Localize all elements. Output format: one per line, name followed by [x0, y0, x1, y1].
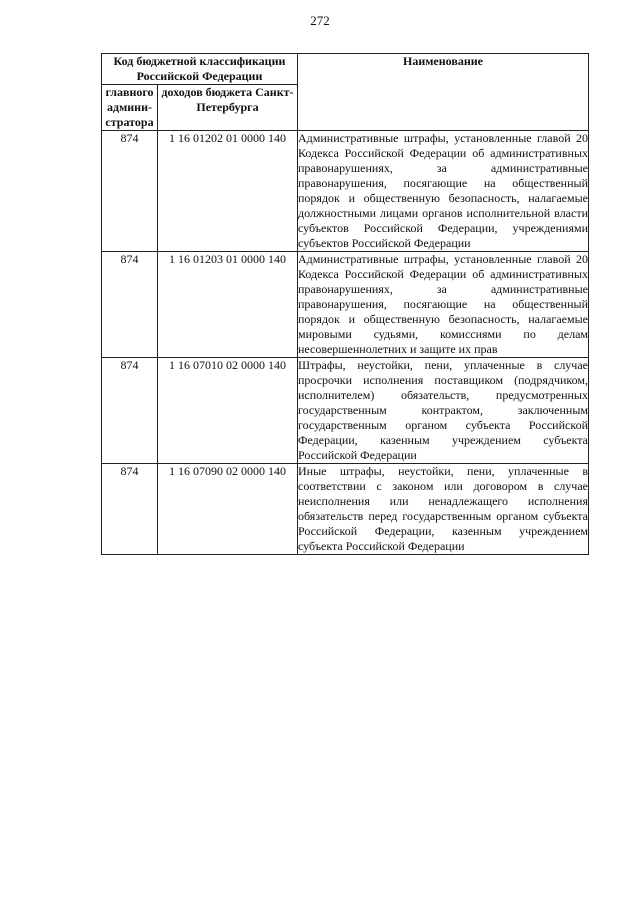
income-code-cell: 1 16 07090 02 0000 140 — [158, 464, 298, 555]
table-row — [102, 131, 589, 252]
admin-code-cell: 874 — [102, 464, 158, 555]
table-header-row — [102, 54, 589, 85]
admin-code-cell: 874 — [102, 358, 158, 464]
page-number: 272 — [310, 13, 330, 28]
income-name-cell: Иные штрафы, неустойки, пени, уплаченные в соответствии с законом или договором в случае неисполнения или ненадлежащего исполнения обязательств перед государственным органом субъекта Российской Федерации, казенным учреждением субъекта Российской Федерации — [298, 464, 588, 553]
table-row — [102, 252, 589, 358]
income-code-cell: 1 16 01203 01 0000 140 — [158, 252, 298, 358]
table-row — [102, 464, 589, 555]
income-code-cell: 1 16 07010 02 0000 140 — [158, 358, 298, 464]
income-name-cell: Административные штрафы, установленные главой 20 Кодекса Российской Федерации об административных правонарушениях, за административные правонарушения, посягающие на общественный порядок и общественную безопасность, налагаемые должностными лицами органов исполнительной власти субъектов Российской Федерации, учреждениями субъектов Российской Федерации — [298, 131, 588, 250]
code-group-header: Код бюджетной классификации Российской Федерации — [102, 54, 298, 85]
admin-code-cell: 874 — [102, 131, 158, 252]
name-header: Наименование — [298, 54, 589, 131]
admin-code-cell: 874 — [102, 252, 158, 358]
income-name-cell: Штрафы, неустойки, пени, уплаченные в случае просрочки исполнения поставщиком (подрядчиком, исполнителем) обязательств, предусмотренных государственным контрактом, заключенным государственным органом субъекта Российской Федерации, казенным учреждением субъекта Российской Федерации — [298, 358, 588, 462]
income-code-cell: 1 16 01202 01 0000 140 — [158, 131, 298, 252]
admin-header: главного админи-стратора — [102, 85, 158, 131]
income-header: доходов бюджета Санкт-Петербурга — [158, 85, 298, 131]
budget-classification-table — [101, 53, 589, 555]
income-name-cell: Административные штрафы, установленные главой 20 Кодекса Российской Федерации об административных правонарушениях, за административные правонарушения, посягающие на общественный порядок и общественную безопасность, налагаемые мировыми судьями, комиссиями по делам несовершеннолетних и защите их прав — [298, 252, 588, 356]
table-row — [102, 358, 589, 464]
